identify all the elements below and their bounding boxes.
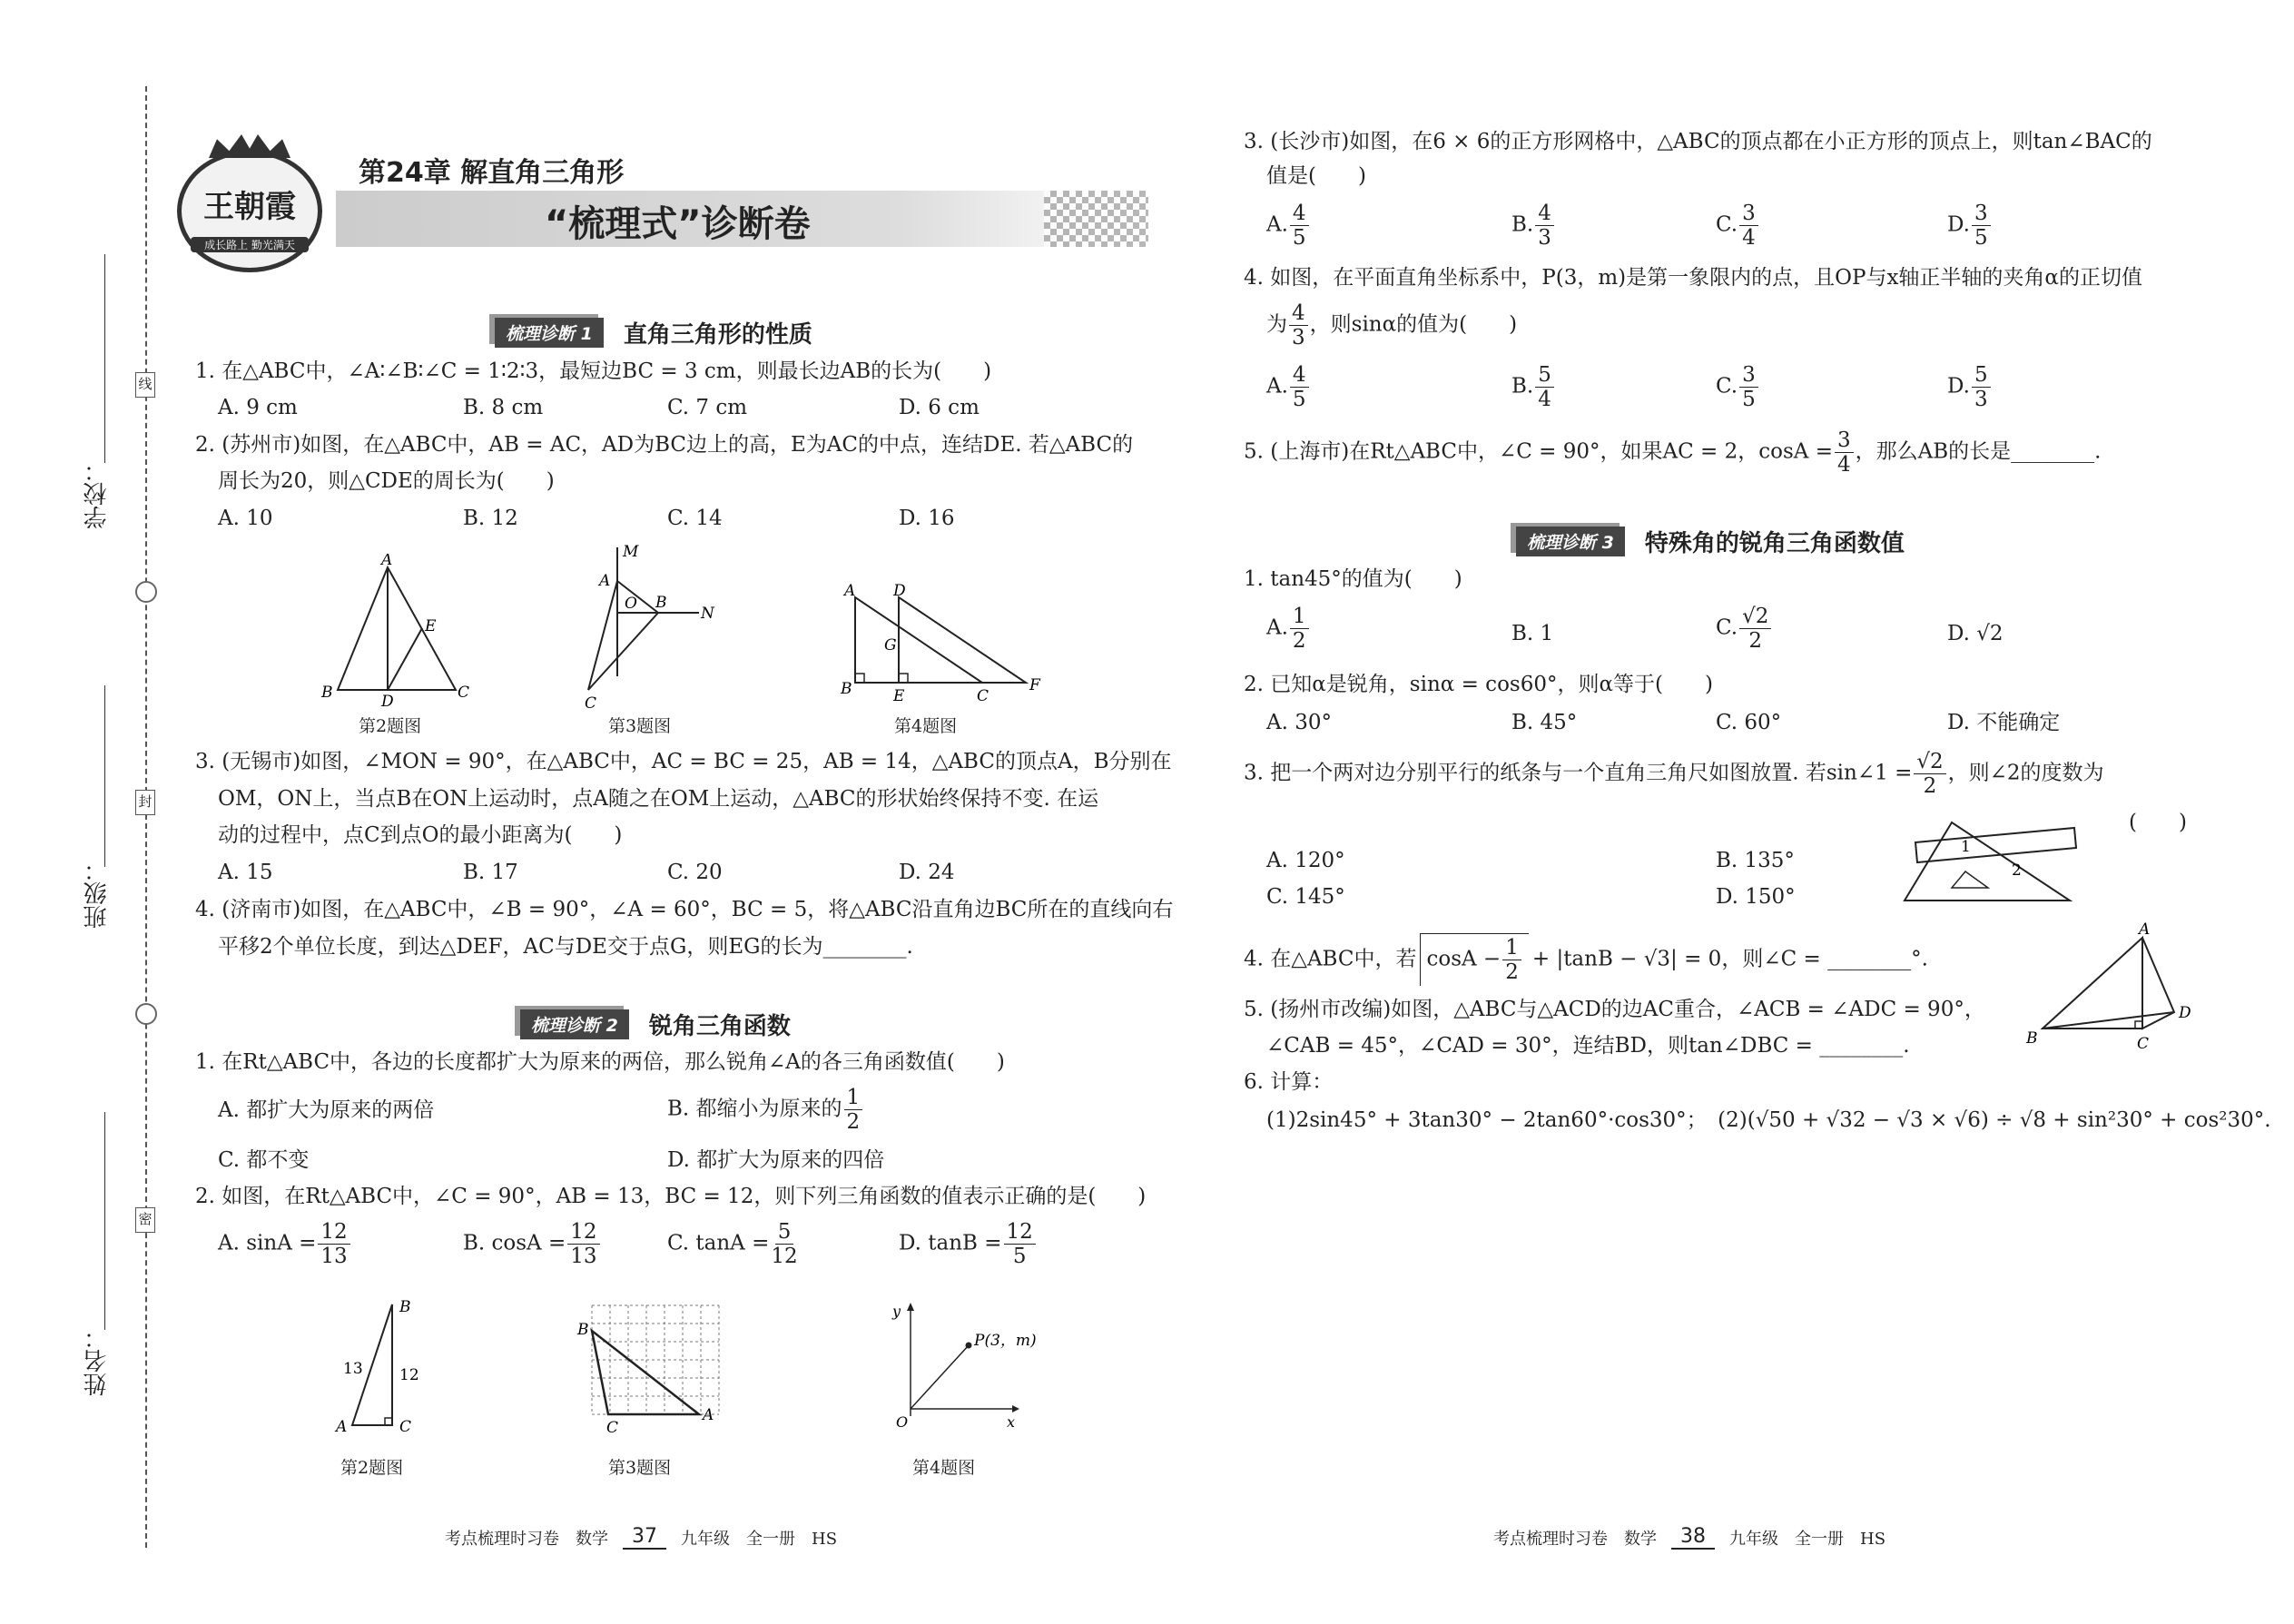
option: A. $\frac{4}{5}$ [1266, 363, 1311, 411]
option: B. 1 [1511, 622, 1554, 645]
option: C. 7 cm [667, 396, 748, 419]
question-text: 2. 已知α是锐角，sinα = cos60°，则α等于( ) [1244, 673, 1713, 696]
section-1-heading [495, 316, 812, 349]
option: A. sinA = $\frac{12}{13}$ [218, 1220, 352, 1268]
option: C. 都不变 [218, 1148, 310, 1172]
question-text: (1)2sin45° + 3tan30° − 2tan60°·cos30°； (2)(√50 + √32 − √3 × √6) ÷ √8 + sin²30° + cos²30°. [1266, 1108, 2271, 1132]
figure-caption: 第3题图 [608, 716, 672, 736]
svg-text:A: A [336, 1418, 348, 1436]
name-line [104, 1112, 105, 1330]
figure-isosceles-triangle [309, 554, 472, 708]
question-text: 值是( ) [1266, 164, 1366, 188]
figure-caption: 第4题图 [912, 1458, 976, 1478]
option: D. tanB = $\frac{12}{5}$ [899, 1220, 1038, 1268]
question-text: 1. 在△ABC中，∠A∶∠B∶∠C = 1∶2∶3，最短边BC = 3 cm，则最长边AB的长为( ) [195, 359, 992, 383]
radical-expression: cosA − $\frac{1}{2}$ [1420, 933, 1528, 986]
svg-text:F: F [1029, 676, 1040, 694]
figure-mon [572, 540, 726, 713]
question-text: 6. 计算： [1244, 1070, 1334, 1094]
svg-text:E: E [425, 617, 437, 635]
seal-mark-1: 线 [135, 372, 155, 398]
figure-translation [835, 581, 1053, 708]
footer-left [445, 1525, 837, 1550]
footer-book: 考点梳理时习卷 数学 [1493, 1529, 1657, 1549]
figure-caption: 第2题图 [340, 1458, 404, 1478]
school-label: 学校： [84, 458, 111, 529]
svg-text:13: 13 [343, 1360, 363, 1378]
svg-text:B: B [841, 680, 852, 698]
figure-strip-triangle [1897, 817, 2088, 908]
option: C. 60° [1716, 711, 1782, 734]
question-text: 5. (扬州市改编)如图，△ABC与△ACD的边AC重合，∠ACB = ∠ADC = 90°， [1244, 998, 1985, 1021]
question-text: 3. 把一个两对边分别平行的纸条与一个直角三角尺如图放置. 若sin∠1 = $\frac{√2}{2}$ ，则∠2的度数为 [1244, 750, 2104, 798]
footer-right [1493, 1525, 1885, 1550]
option: C. tanA = $\frac{5}{12}$ [667, 1220, 798, 1268]
svg-text:A: A [844, 582, 856, 600]
option: D. √2 [1947, 622, 2004, 645]
svg-text:B: B [399, 1298, 411, 1316]
ornament-icon [135, 1003, 157, 1025]
svg-text:A: A [381, 554, 393, 569]
svg-text:O: O [625, 595, 637, 613]
section-title: 直角三角形的性质 [623, 321, 812, 349]
option: A. 120° [1266, 849, 1345, 872]
svg-text:G: G [884, 636, 897, 655]
school-line [104, 254, 105, 463]
figure-caption: 第2题图 [359, 716, 422, 736]
option: B. 12 [463, 507, 518, 530]
question-text: 2. 如图，在Rt△ABC中，∠C = 90°，AB = 13，BC = 12，则下列三角函数的值表示正确的是( ) [195, 1185, 1147, 1208]
ornament-icon [135, 581, 157, 603]
svg-text:C: C [977, 687, 989, 705]
section-tag: 梳理诊断 1 [495, 318, 604, 348]
figure-grid [570, 1287, 724, 1442]
option: B. $\frac{4}{3}$ [1511, 202, 1556, 250]
svg-text:B: B [321, 684, 333, 702]
section-tag: 梳理诊断 2 [520, 1009, 629, 1039]
section-3-heading [1516, 525, 1905, 558]
logo-text: 王朝霞 [203, 189, 296, 225]
header-checker [1044, 191, 1148, 247]
svg-text:C: C [585, 694, 597, 713]
seal-mark-2: 封 [135, 790, 155, 815]
option: A. 都扩大为原来的两倍 [218, 1098, 435, 1122]
question-text: 动的过程中，点C到点O的最小距离为( ) [218, 823, 623, 847]
class-line [104, 685, 105, 867]
svg-text:B: B [655, 594, 667, 612]
binding-line [145, 86, 147, 1548]
section-title: 特殊角的锐角三角函数值 [1644, 530, 1905, 557]
option: D. 150° [1716, 885, 1796, 909]
chapter-title: 第24章 解直角三角形 [359, 157, 625, 189]
question-text: 1. tan45°的值为( ) [1244, 567, 1462, 591]
svg-text:A: A [2139, 921, 2151, 939]
svg-text:C: C [606, 1419, 619, 1437]
option: A. 15 [218, 861, 273, 884]
page-number: 38 [1671, 1525, 1715, 1550]
option: B. 17 [463, 861, 518, 884]
question-text: 2. (苏州市)如图，在△ABC中，AB = AC，AD为BC边上的高，E为AC的中点，连结DE. 若△ABC的 [195, 433, 1134, 457]
option: C. $\frac{3}{4}$ [1716, 202, 1760, 250]
option: D. 不能确定 [1947, 711, 2061, 734]
option: D. 16 [899, 507, 955, 530]
option: D. 24 [899, 861, 955, 884]
option: C. 20 [667, 861, 723, 884]
question-text: 平移2个单位长度，到达△DEF，AC与DE交于点G，则EG的长为________. [218, 935, 913, 959]
question-text: 3. (无锡市)如图，∠MON = 90°，在△ABC中，AC = BC = 25，AB = 14，△ABC的顶点A，B分别在 [195, 750, 1172, 773]
question-text: 5. (上海市)在Rt△ABC中，∠C = 90°，如果AC = 2，cosA = $\frac{3}{4}$ ，那么AB的长是________. [1244, 428, 2102, 477]
answer-paren: ( ) [2129, 811, 2187, 834]
question-text: 4. 如图，在平面直角坐标系中，P(3，m)是第一象限内的点，且OP与x轴正半轴的夹角α的正切值 [1244, 266, 2142, 290]
class-label: 班级： [84, 858, 111, 929]
footer-grade: 九年级 全一册 HS [1729, 1529, 1886, 1549]
svg-text:1: 1 [1961, 838, 1971, 856]
svg-text:D: D [2179, 1004, 2191, 1022]
figure-caption: 第3题图 [608, 1458, 672, 1478]
logo-badge [177, 150, 322, 272]
question-text: 4. (济南市)如图，在△ABC中，∠B = 90°，∠A = 60°，BC = 5，将△ABC沿直角边BC所在的直线向右 [195, 898, 1174, 921]
svg-text:A: A [599, 572, 611, 590]
seal-mark-3: 密 [135, 1207, 155, 1233]
svg-text:N: N [701, 605, 714, 623]
figure-coordinate [885, 1298, 1039, 1434]
svg-text:y: y [892, 1303, 901, 1320]
svg-text:D: D [893, 582, 906, 600]
option: A. 9 cm [218, 396, 298, 419]
figure-right-triangle [327, 1294, 436, 1439]
option: B. 8 cm [463, 396, 544, 419]
question-text: 3. (长沙市)如图，在6 × 6的正方形网格中，△ABC的顶点都在小正方形的顶点上，则tan∠BAC的 [1244, 130, 2152, 153]
option: C. $\frac{3}{5}$ [1716, 363, 1760, 411]
option: B. $\frac{5}{4}$ [1511, 363, 1556, 411]
svg-text:A: A [703, 1406, 714, 1424]
option: B. 135° [1716, 849, 1795, 872]
section-title: 锐角三角函数 [648, 1013, 791, 1040]
svg-text:C: C [399, 1418, 412, 1436]
section-2-heading [520, 1008, 791, 1041]
option: D. 6 cm [899, 396, 980, 419]
option: C. $\frac{√2}{2}$ [1716, 605, 1773, 653]
option: B. cosA = $\frac{12}{13}$ [463, 1220, 602, 1268]
option: C. 145° [1266, 885, 1345, 909]
svg-text:x: x [1007, 1413, 1016, 1431]
svg-text:E: E [893, 687, 905, 705]
option: A. $\frac{4}{5}$ [1266, 202, 1311, 250]
question-text: 4. 在△ABC中，若 cosA − $\frac{1}{2}$ + |tanB − √3| = 0，则∠C = ________°. [1244, 933, 1928, 986]
footer-grade: 九年级 全一册 HS [681, 1529, 838, 1549]
svg-text:B: B [2026, 1029, 2038, 1048]
figure-caption: 第4题图 [894, 716, 958, 736]
figure-abc-acd [2024, 921, 2206, 1058]
crown-icon [209, 134, 290, 158]
svg-text:12: 12 [399, 1366, 419, 1384]
svg-text:M: M [623, 543, 639, 561]
option: A. 30° [1266, 711, 1332, 734]
option: D. $\frac{5}{3}$ [1947, 363, 1993, 411]
option: B. 都缩小为原来的 $\frac{1}{2}$ [667, 1086, 864, 1134]
svg-text:P(3，m): P(3，m) [974, 1332, 1037, 1350]
option: C. 14 [667, 507, 723, 530]
question-text: 周长为20，则△CDE的周长为( ) [218, 469, 555, 493]
svg-text:O: O [896, 1413, 909, 1431]
question-text: 为 $\frac{4}{3}$ ，则sinα的值为( ) [1266, 301, 1518, 349]
page-number: 37 [623, 1525, 666, 1550]
name-label: 姓名： [84, 1325, 111, 1396]
footer-book: 考点梳理时习卷 数学 [445, 1529, 608, 1549]
svg-text:C: C [458, 684, 470, 702]
logo-slogan: 成长路上 勤光满天 [191, 237, 309, 252]
svg-text:D: D [381, 693, 394, 708]
question-text: OM，ON上，当点B在ON上运动时，点A随之在OM上运动，△ABC的形状始终保持不变. 在运 [218, 787, 1099, 811]
page-title: “梳理式”诊断卷 [545, 203, 811, 245]
svg-text:B: B [577, 1321, 589, 1339]
question-text: 1. 在Rt△ABC中，各边的长度都扩大为原来的两倍，那么锐角∠A的各三角函数值( ) [195, 1050, 1005, 1074]
option: A. 10 [218, 507, 273, 530]
option: D. $\frac{3}{5}$ [1947, 202, 1993, 250]
svg-text:C: C [2137, 1035, 2150, 1053]
option: B. 45° [1511, 711, 1578, 734]
option: D. 都扩大为原来的四倍 [667, 1148, 885, 1172]
section-tag: 梳理诊断 3 [1516, 527, 1625, 556]
svg-text:2: 2 [2012, 861, 2022, 880]
option: A. $\frac{1}{2}$ [1266, 605, 1311, 653]
question-text: ∠CAB = 45°，∠CAD = 30°，连结BD，则tan∠DBC = ________. [1266, 1034, 1910, 1058]
